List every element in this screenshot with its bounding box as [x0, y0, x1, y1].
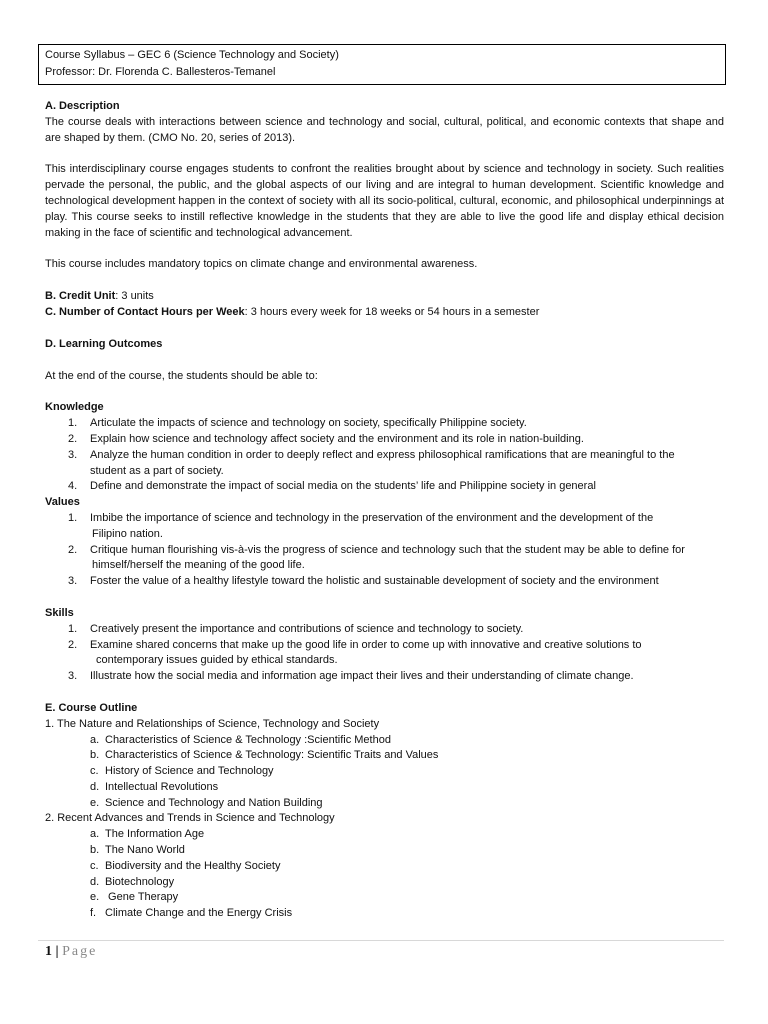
values-list	[45, 511, 724, 590]
list-item: f. Climate Change and the Energy Crisis	[90, 907, 293, 920]
description-paragraph-2: This interdisciplinary course engages students to confront the realities brought about by science and technology in society. Such realities pervade the personal, the public, and the global aspects of our living and are integral to human development. Scientific knowledge and technological development happen in the context of society with all its socio-political, cultural, economic, and philosophical underpinnings at play. This course seeks to instill reflective knowledge in the students that they are able to live the good life and display ethical decision making in the face of scientific and technological advancement.	[45, 163, 724, 239]
contact-hours-value: : 3 hours every week for 18 weeks or 54 hours in a semester	[244, 305, 540, 318]
outline-section-title: 1. The Nature and Relationships of Science, Technology and Society	[45, 717, 380, 730]
contact-hours-line	[45, 305, 724, 321]
page-number: 1	[45, 944, 52, 959]
list-item: 1. Imbibe the importance of science and technology in the preservation of the environment and the development of the Filipino nation.	[68, 511, 654, 540]
list-item: d. Biotechnology	[90, 875, 175, 888]
list-item: b. Characteristics of Science & Technology: Scientific Traits and Values	[90, 749, 439, 762]
learning-outcomes-heading: D. Learning Outcomes	[45, 337, 163, 350]
knowledge-heading: Knowledge	[45, 401, 104, 414]
footer-divider	[38, 940, 724, 941]
list-item: 2. Explain how science and technology affect society and the environment and its role in nation-building.	[68, 432, 584, 445]
skills-list	[45, 622, 724, 685]
course-title: Course Syllabus – GEC 6 (Science Technology and Society)	[45, 49, 339, 61]
list-item: e. Gene Therapy	[90, 891, 179, 904]
syllabus-header-box	[38, 44, 726, 85]
contact-hours-label: C. Number of Contact Hours per Week	[45, 305, 245, 318]
professor-name: Professor: Dr. Florenda C. Ballesteros-Temanel	[45, 66, 276, 78]
values-heading: Values	[45, 496, 80, 509]
credit-unit-label: B. Credit Unit	[45, 290, 116, 303]
description-paragraph-3: This course includes mandatory topics on climate change and environmental awareness.	[45, 258, 478, 271]
list-item: 3. Foster the value of a healthy lifestyle toward the holistic and sustainable development of society and the environment	[68, 575, 659, 588]
list-item: c. History of Science and Technology	[90, 765, 274, 778]
list-item: 1. Articulate the impacts of science and technology on society, specifically Philippine society.	[68, 417, 527, 430]
list-item: 3. Analyze the human condition in order to deeply reflect and express philosophical ramifications that are meaningful to the student as a part of society.	[68, 448, 675, 477]
page-label: Page	[62, 944, 98, 959]
list-item: 1. Creatively present the importance and contributions of science and technology to society.	[68, 622, 524, 635]
knowledge-list	[45, 416, 724, 495]
learning-outcomes-intro: At the end of the course, the students should be able to:	[45, 369, 318, 382]
page-footer	[45, 943, 97, 961]
list-item: a. Characteristics of Science & Technology :Scientific Method	[90, 733, 391, 746]
list-item: 2. Critique human flourishing vis-à-vis the progress of science and technology such that the student may be able to define for himself/herself the meaning of the good life.	[68, 543, 685, 572]
list-item: d. Intellectual Revolutions	[90, 780, 219, 793]
description-paragraph-1: The course deals with interactions between science and technology and social, cultural, political, and economic contexts that shape and are shaped by them. (CMO No. 20, series of 2013).	[45, 115, 724, 144]
course-outline-heading: E. Course Outline	[45, 701, 138, 714]
footer-separator: |	[55, 944, 59, 959]
syllabus-content	[45, 99, 724, 922]
credit-unit-value: : 3 units	[115, 290, 154, 303]
list-item: a. The Information Age	[90, 828, 205, 841]
list-item: 2. Examine shared concerns that make up the good life in order to come up with innovative and creative solutions to contemporary issues guided by ethical standards.	[68, 638, 642, 667]
credit-unit-line	[45, 289, 724, 305]
list-item: 3. Illustrate how the social media and information age impact their lives and their understanding of climate change.	[68, 670, 634, 683]
list-item: e. Science and Technology and Nation Building	[90, 796, 323, 809]
list-item: c. Biodiversity and the Healthy Society	[90, 859, 281, 872]
skills-heading: Skills	[45, 606, 74, 619]
list-item: 4. Define and demonstrate the impact of social media on the students’ life and Philippine society in general	[68, 480, 596, 493]
outline-section-title: 2. Recent Advances and Trends in Science and Technology	[45, 812, 335, 825]
list-item: b. The Nano World	[90, 844, 185, 857]
description-heading: A. Description	[45, 100, 120, 112]
